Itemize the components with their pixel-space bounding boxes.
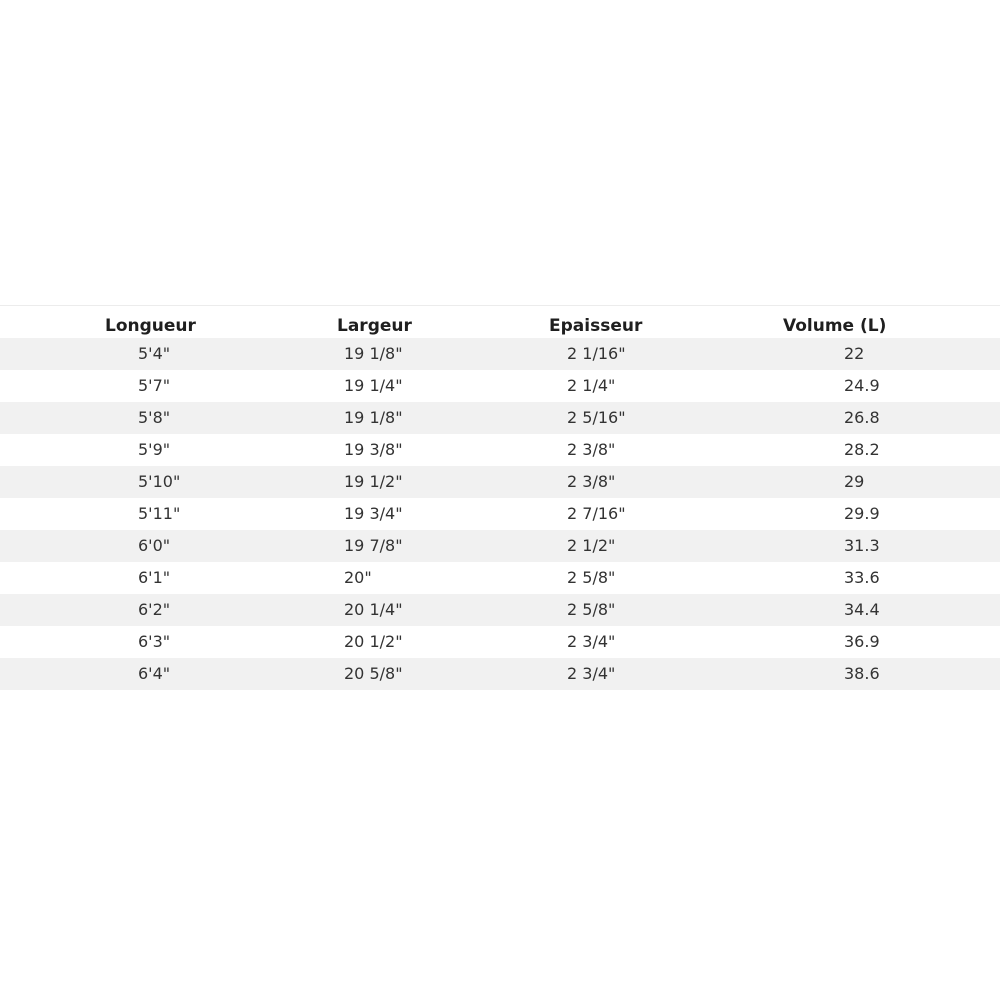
cell-volume: 29 [844,472,865,491]
cell-longueur: 6'2" [138,600,171,619]
cell-longueur: 5'8" [138,408,171,427]
header-longueur: Longueur [105,315,196,336]
table-row [0,370,1000,402]
header-epaisseur: Epaisseur [549,315,643,336]
cell-volume: 24.9 [844,376,880,395]
cell-largeur: 20" [344,568,372,587]
cell-volume: 38.6 [844,664,880,683]
cell-largeur: 19 7/8" [344,536,403,555]
cell-epaisseur: 2 5/8" [567,600,616,619]
cell-longueur: 5'4" [138,344,171,363]
cell-largeur: 20 5/8" [344,664,403,683]
cell-volume: 26.8 [844,408,880,427]
cell-volume: 29.9 [844,504,880,523]
cell-epaisseur: 2 3/4" [567,664,616,683]
header-largeur: Largeur [337,315,412,336]
cell-largeur: 19 1/8" [344,408,403,427]
table-header [0,306,1000,338]
cell-largeur: 19 1/2" [344,472,403,491]
cell-epaisseur: 2 3/8" [567,440,616,459]
cell-epaisseur: 2 3/8" [567,472,616,491]
table-row [0,338,1000,370]
table-row [0,402,1000,434]
cell-largeur: 19 3/4" [344,504,403,523]
table-row [0,498,1000,530]
cell-epaisseur: 2 1/2" [567,536,616,555]
cell-volume: 36.9 [844,632,880,651]
table-row [0,530,1000,562]
header-volume: Volume (L) [783,315,887,336]
cell-longueur: 6'4" [138,664,171,683]
cell-volume: 28.2 [844,440,880,459]
cell-longueur: 6'1" [138,568,171,587]
table-row [0,466,1000,498]
cell-epaisseur: 2 1/4" [567,376,616,395]
cell-epaisseur: 2 7/16" [567,504,626,523]
cell-largeur: 20 1/4" [344,600,403,619]
cell-epaisseur: 2 5/16" [567,408,626,427]
cell-largeur: 20 1/2" [344,632,403,651]
cell-longueur: 6'3" [138,632,171,651]
cell-longueur: 5'7" [138,376,171,395]
cell-longueur: 6'0" [138,536,171,555]
table-row [0,594,1000,626]
header-row [0,306,1000,338]
cell-volume: 31.3 [844,536,880,555]
cell-volume: 33.6 [844,568,880,587]
cell-longueur: 5'11" [138,504,181,523]
table-body [0,338,1000,690]
cell-largeur: 19 1/4" [344,376,403,395]
table-row [0,626,1000,658]
size-table [0,305,1000,690]
table-row [0,562,1000,594]
cell-epaisseur: 2 5/8" [567,568,616,587]
cell-volume: 34.4 [844,600,880,619]
cell-volume: 22 [844,344,865,363]
cell-longueur: 5'10" [138,472,181,491]
table-row [0,434,1000,466]
cell-epaisseur: 2 3/4" [567,632,616,651]
cell-largeur: 19 1/8" [344,344,403,363]
table-row [0,658,1000,690]
cell-longueur: 5'9" [138,440,171,459]
cell-epaisseur: 2 1/16" [567,344,626,363]
cell-largeur: 19 3/8" [344,440,403,459]
